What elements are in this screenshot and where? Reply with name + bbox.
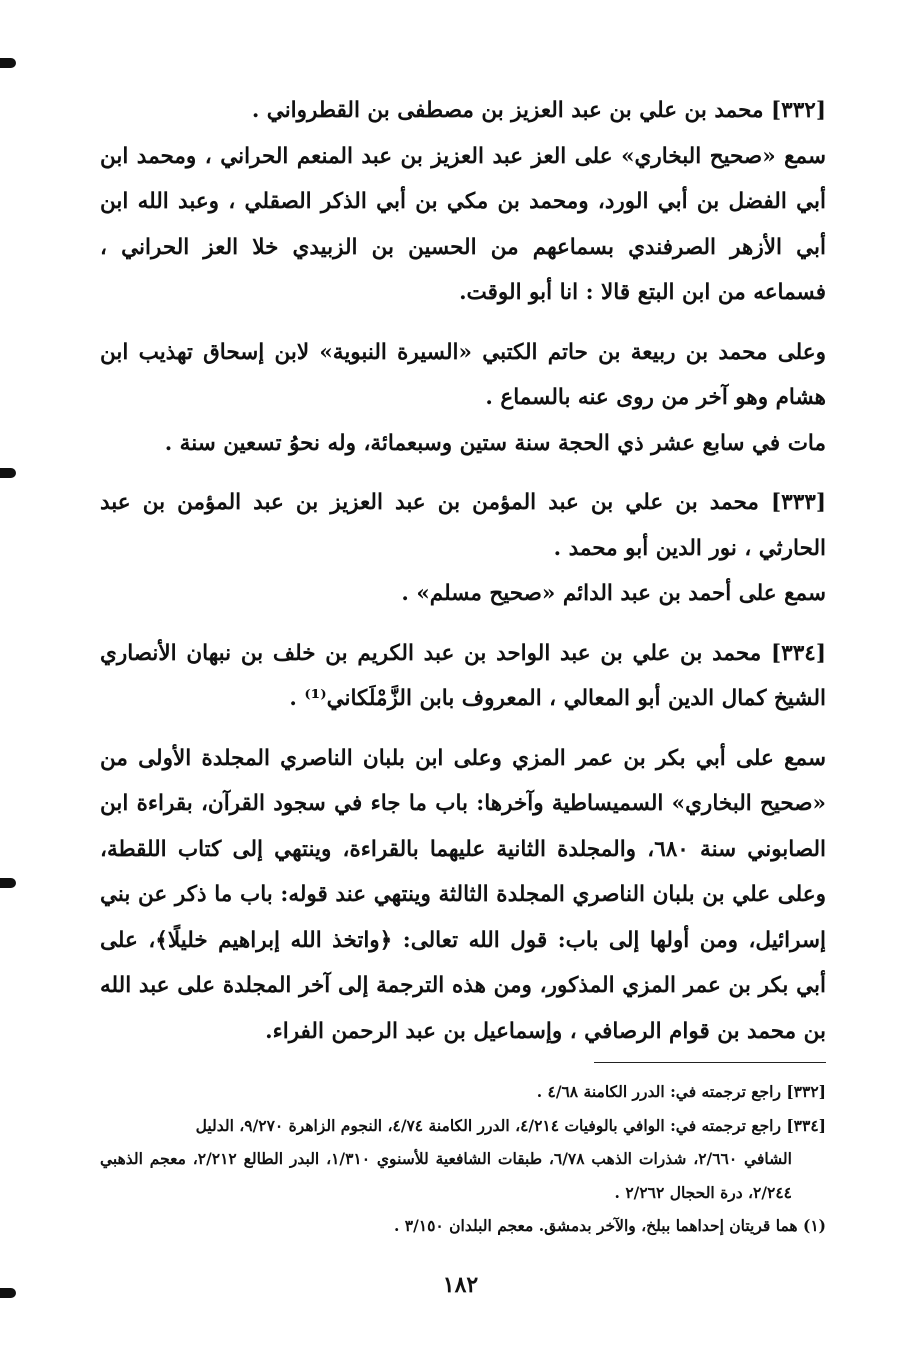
footnote-continuation: الشافي ٢/٦٦٠، شذرات الذهب ٦/٧٨، طبقات الشافعية للأسنوي ١/٣١٠، البدر الطالع ٢/٢١٢، معجم الذهبي ٢/٢٤٤، درة الحجال ٢/٢٦٢ . [100,1149,792,1202]
entry-334-heading: [٣٣٤] محمد بن علي بن عبد الواحد بن عبد الكريم بن خلف بن نبهان الأنصاري الشيخ كمال الدين أبو المعالي ، المعروف بابن الزَّمْلَكاني⁽¹⁾ . [100,640,826,711]
entry-333-heading: [٣٣٣] محمد بن علي بن عبد المؤمن بن عبد العزيز بن عبد المؤمن بن عبد الحارثي ، نور الدين أبو محمد . [100,490,826,561]
entry-332-heading: [٣٣٢] محمد بن علي بن عبد العزيز بن مصطفى بن القطرواني . [251,98,826,123]
entry-332-paragraph: وعلى محمد بن ربيعة بن حاتم الكتبي «السيرة النبوية» لابن إسحاق تهذيب ابن هشام وهو آخر من روى عنه بالسماع . [100,339,826,410]
entry-333-paragraph: سمع على أحمد بن عبد الدائم «صحيح مسلم» . [401,581,826,606]
entry-332-death: مات في سابع عشر ذي الحجة سنة ستين وسبعمائة، وله نحوُ تسعين سنة . [164,430,826,456]
footnote-divider [594,1062,826,1063]
margin-mark [0,58,16,68]
footnotes [100,1075,826,1243]
page-number: ١٨٢ [442,1272,479,1298]
margin-mark [0,878,16,888]
margin-mark [0,468,16,478]
main-text [100,88,826,1054]
entry-332-paragraph: سمع «صحيح البخاري» على العز عبد العزيز بن عبد المنعم الحراني ، ومحمد ابن أبي الفضل بن أبي الورد، ومحمد بن مكي بن أبي الذكر الصقلي ، وعبد الله ابن أبي الأزهر الصرفندي بسماعهم من الحسين بن الزبيدي خلا العز الحراني ، فسماعه من ابن البتع قالا : انا أبو الوقت. [100,143,826,305]
footnote: [٣٣٤] راجع ترجمته في: الوافي بالوفيات ٤/٢١٤، الدرر الكامنة ٤/٧٤، النجوم الزاهرة ٩/٢٧٠، الدليل [195,1115,826,1135]
footnote: (١) هما قريتان إحداهما ببلخ، والآخر بدمشق. معجم البلدان ٣/١٥٠ . [393,1216,826,1235]
entry-334-paragraph: سمع على أبي بكر بن عمر المزي وعلى ابن بلبان الناصري المجلدة الأولى من «صحيح البخاري» السميساطية وآخرها: باب ما جاء في سجود القرآن، بقراءة ابن الصابوني سنة ٦٨٠، والمجلدة الثانية عليهما بالقراءة، وينتهي إلى كتاب اللقطة، وعلى علي بن بلبان الناصري المجلدة الثالثة وينتهي عند قوله: باب ما ذكر عن بني إسرائيل، ومن أولها إلى باب: قول الله تعالى: ﴿واتخذ الله إبراهيم خليلًا﴾، على أبي بكر بن عمر المزي المذكور، ومن هذه الترجمة إلى آخر المجلدة على عبد الله بن محمد بن قوام الرصافي ، وإسماعيل بن عبد الرحمن الفراء. [100,745,827,1044]
footnote: [٣٣٢] راجع ترجمته في: الدرر الكامنة ٤/٦٨ . [536,1082,826,1101]
